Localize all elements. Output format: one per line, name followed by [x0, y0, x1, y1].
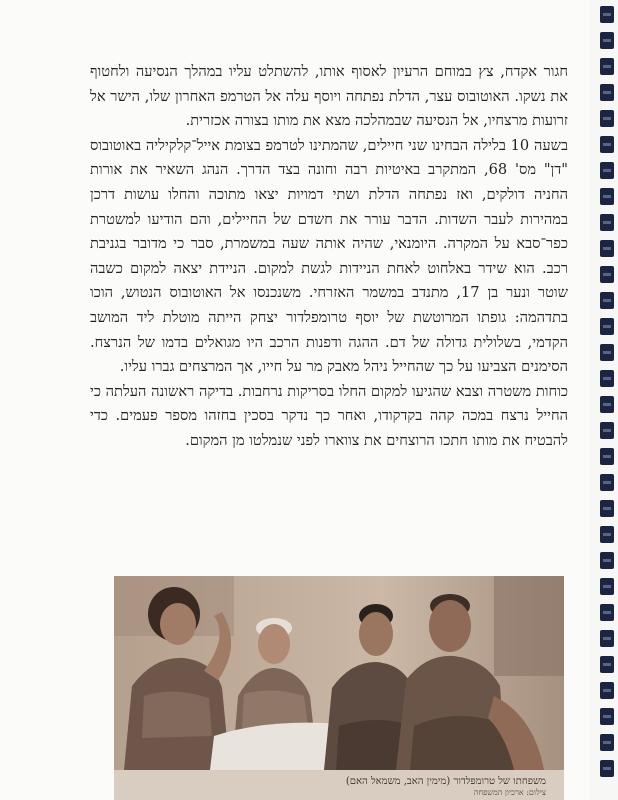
binding-coil — [600, 760, 614, 777]
binding-coil — [600, 84, 614, 101]
spiral-binding — [590, 0, 618, 800]
family-photo — [114, 576, 564, 800]
photo-caption — [114, 770, 564, 800]
binding-coil — [600, 214, 614, 231]
document-body — [90, 60, 568, 454]
binding-coil — [600, 344, 614, 361]
binding-coil — [600, 396, 614, 413]
binding-coil — [600, 448, 614, 465]
binding-coil — [600, 578, 614, 595]
binding-coil — [600, 500, 614, 517]
paragraph-2: בשעה 10 בלילה הבחינו שני חיילים, שהמתינו לטרמפ בצומת אייל־קלקיליה באוטובוס "דן" מס' 68, המתקרב באיטיות רבה וחונה בצד הדרך. הנהג השאיר את אורות החניה דולקים, ואז נפתחה הדלת ושתי דמויות יצאו מתוכה והחלו עושות דרכן במהירות לעבר השדות. הדבר עורר את חשדם של החיילים, והם הודיעו למשטרת כפר־סבא על המקרה. היומנאי, שהיה אותה שעה במשמרת, סבר כי מדובר בגניבת רכב. הוא שידר באלחוט לאחת הניידות לגשת למקום. הניידת יצאה למקום כשבה שוטר ונער בן 17, מתנדב במשמר האזרחי. משנכנסו אל האוטובוס הנטוש, הוכו בתדהמה: גופתו המרוטשת של יוסף טרומפלדור יצחק הייתה מוטלת ליד המושב הקדמי, בשלולית גדולה של דם. ההגה ודפנות הרכב היו מגואלים בדמו של הנרצח. הסימנים הצביעו על כך שהחייל ניהל מאבק מר על חייו, אך המרצחים גברו עליו. — [90, 136, 568, 376]
paragraph-3: כוחות משטרה וצבא שהגיעו למקום החלו בסריקות נרחבות. בדיקה ראשונה העלתה כי החייל נרצח במכה קהה בקדקודו, ואחר כך נדקר בסכין בחזהו מספר פעמים. כדי להבטיח את מותו חתכו הרוצחים את צווארו לפני שנמלטו מן המקום. — [90, 382, 568, 449]
caption-text: משפחתו של טרומפלדור (מימין האב, משמאל האם) — [345, 776, 546, 787]
binding-coil — [600, 682, 614, 699]
binding-coil — [600, 526, 614, 543]
binding-coil — [600, 58, 614, 75]
binding-coil — [600, 552, 614, 569]
binding-coil — [600, 370, 614, 387]
binding-coil — [600, 630, 614, 647]
binding-coil — [600, 422, 614, 439]
binding-coil — [600, 110, 614, 127]
binding-coil — [600, 136, 614, 153]
paragraph-1: חגור אקדח, צץ במוחם הרעיון לאסוף אותו, להשתלט עליו במהלך הנסיעה ולחטוף את נשקו. האוטובוס עצר, הדלת נפתחה ויוסף עלה אל הטרמפ האחרון שלו, הישר אל זרועות מרצחיו, אל הנסיעה שבמהלכה מצא את מותו בצורה אכזרית. — [90, 63, 568, 130]
binding-coil — [600, 240, 614, 257]
binding-coil — [600, 188, 614, 205]
binding-coil — [600, 734, 614, 751]
binding-coil — [600, 474, 614, 491]
binding-coil — [600, 32, 614, 49]
binding-coil — [600, 162, 614, 179]
binding-coil — [600, 656, 614, 673]
binding-coil — [600, 318, 614, 335]
photo-image — [114, 576, 564, 770]
caption-credit: צילום: ארכיון המשפחה — [473, 788, 546, 797]
binding-coil — [600, 6, 614, 23]
binding-coil — [600, 266, 614, 283]
binding-coil — [600, 708, 614, 725]
binding-coil — [600, 292, 614, 309]
binding-coil — [600, 604, 614, 621]
